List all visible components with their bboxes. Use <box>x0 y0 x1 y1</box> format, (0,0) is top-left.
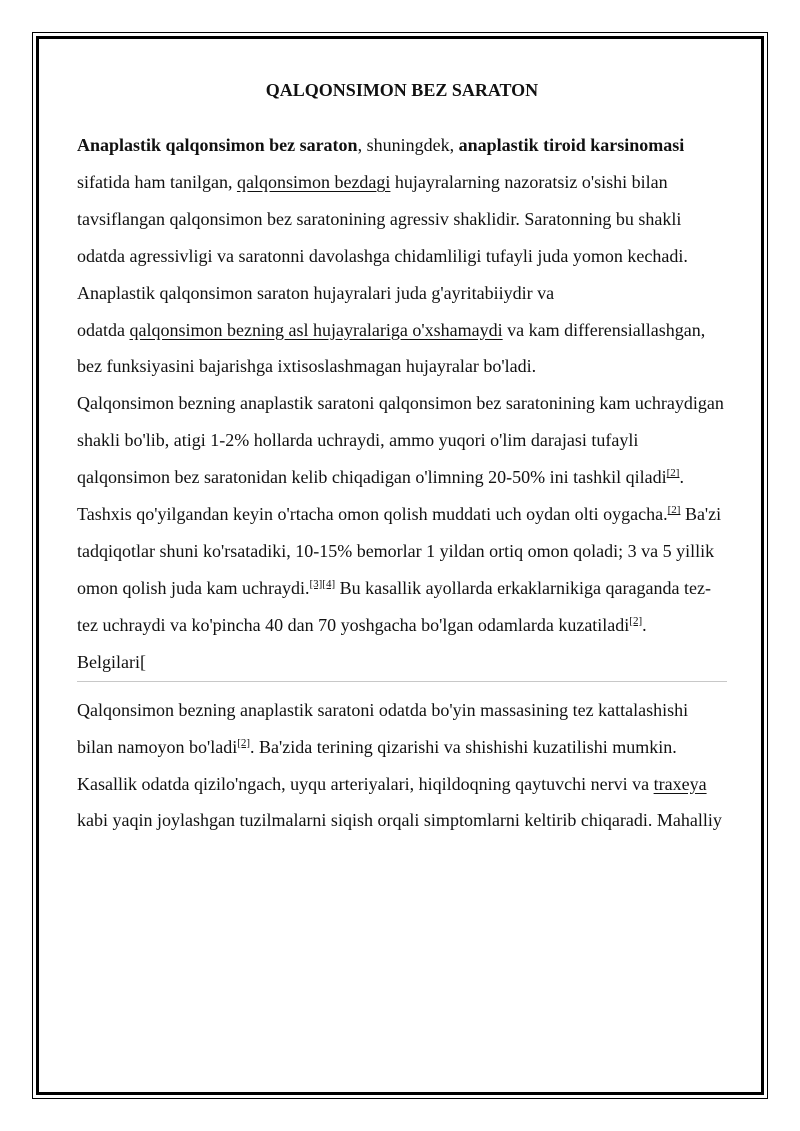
text-span: va kam differensiallashgan, bez funksiyasini bajarishga ixtisoslashmagan hujayralar bo'ladi. <box>77 319 706 377</box>
text-span: Bu kasallik ayollarda erkaklarnikiga qaraganda tez-tez uchraydi va ko'pincha 40 dan 70 yoshgacha bo'lgan odamlarda kuzatiladi <box>77 577 711 635</box>
text-span: Qalqonsimon bezning anaplastik saratoni qalqonsimon bez saratonining kam uchraydigan shakli bo'lib, atigi 1-2% hollarda uchraydi, ammo yuqori o'lim darajasi tufayli qalqonsimon bez saratonidan kelib chiqadigan o'limning 20-50% ini tashkil qiladi <box>77 393 724 488</box>
text-span: Ba'zi tadqiqotlar shuni ko'rsatadiki, 10-15% bemorlar 1 yildan ortiq omon qoladi; 3 va 5 yillik omon qolish juda kam uchraydi. <box>77 504 722 598</box>
text-span: odatda <box>77 319 130 340</box>
section-heading-belgilari: Belgilari[ <box>77 651 146 672</box>
bold-term-2: anaplastik tiroid karsinomasi <box>458 135 685 155</box>
citation[interactable]: [2] <box>667 504 681 517</box>
text-span: Qalqonsimon bezning anaplastik saratoni odatda bo'yin massasining tez kattalashishi bilan namoyon bo'ladi <box>77 699 689 757</box>
paragraph-symptoms <box>77 692 727 840</box>
text-span: hujayralarning nazoratsiz o'sishi bilan tavsiflangan qalqonsimon bez saratonining agressiv shaklidir. Saratonning bu shakli odatda agressivligi va saratonni davolashga chidamliligi tufayli juda yomon kechadi. Anaplastik qalqonsimon saraton hujayralari juda g'ayritabiiydir va <box>77 171 688 303</box>
bold-term-1: Anaplastik qalqonsimon bez saraton <box>77 135 358 155</box>
text-span: , shuningdek, <box>357 135 459 155</box>
citation[interactable]: [2] <box>629 614 643 627</box>
paragraph-intro <box>77 127 727 385</box>
document-body <box>77 72 727 839</box>
text-span: sifatida ham tanilgan, <box>77 171 237 192</box>
text-span: kabi yaqin joylashgan tuzilmalarni siqish orqali simptomlarni keltirib chiqaradi. Mahalliy <box>77 810 722 831</box>
citation[interactable]: [2] <box>237 736 251 749</box>
link-asl-hujayralariga[interactable]: qalqonsimon bezning asl hujayralariga o'xshamaydi <box>129 319 503 340</box>
citation[interactable]: [2] <box>666 467 680 480</box>
section-divider <box>77 681 727 682</box>
link-qalqonsimon-bezdagi[interactable]: qalqonsimon bezdagi <box>236 171 391 192</box>
paragraph-statistics <box>77 385 727 643</box>
text-span: . Ba'zida terining qizarishi va shishishi kuzatilishi mumkin. Kasallik odatda qizilo'ngach, uyqu arteriyalari, hiqildoqning qaytuvchi nervi va <box>77 736 677 794</box>
document-title: QALQONSIMON BEZ SARATON <box>265 80 539 100</box>
text-span: . Tashxis qo'yilgandan keyin o'rtacha omon qolish muddati uch oydan olti oygacha. <box>77 467 684 525</box>
citation[interactable]: [3][4] <box>309 577 336 590</box>
link-traxeya[interactable]: traxeya <box>653 773 707 794</box>
text-span: . <box>642 614 647 635</box>
